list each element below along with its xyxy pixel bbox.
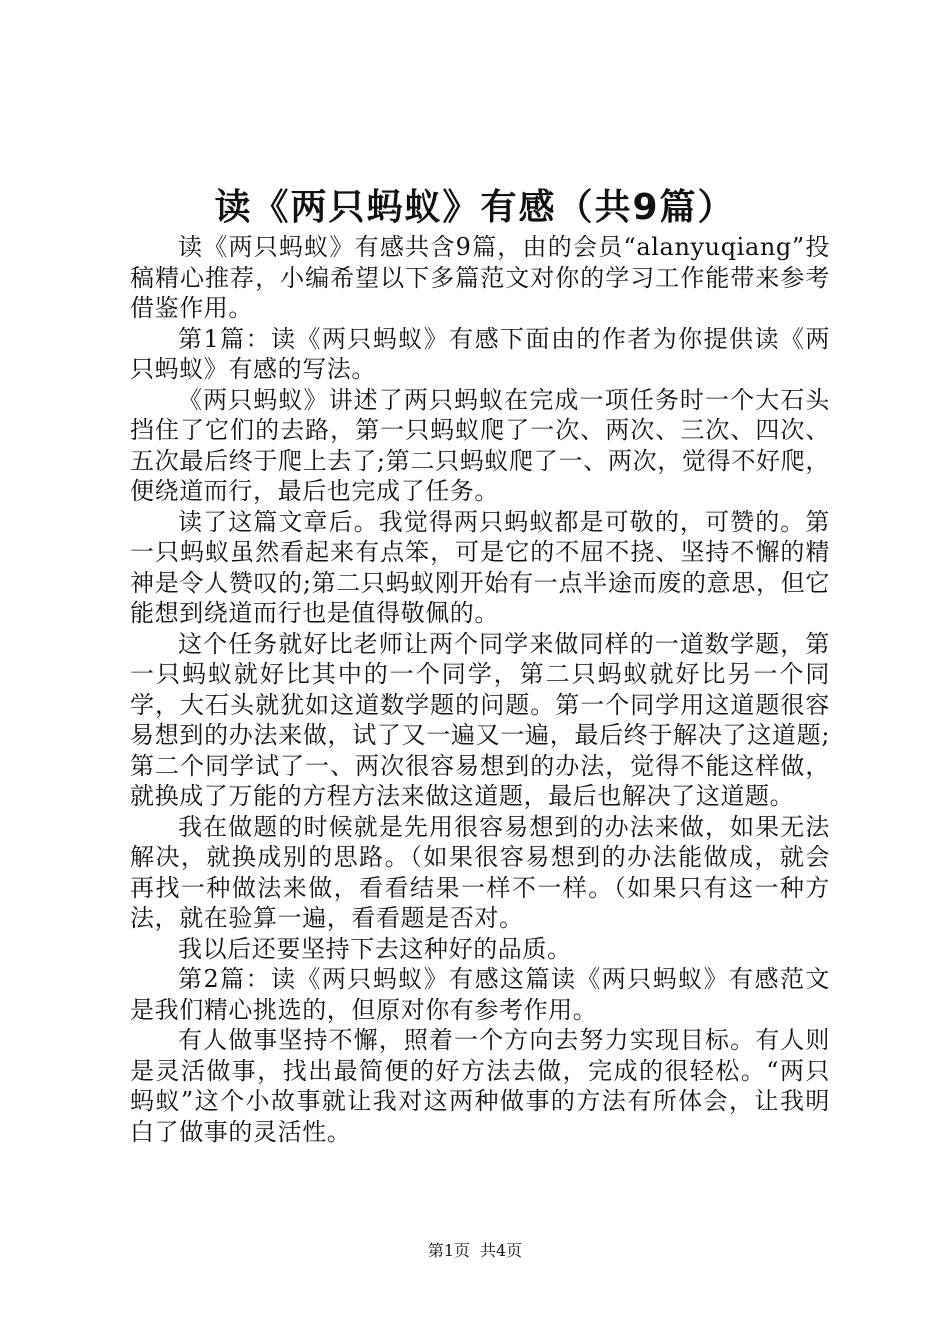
paragraph: 我在做题的时候就是先用很容易想到的办法来做，如果无法解决，就换成别的思路。（如果很容易想到的办法能做成，就会再找一种做法来做，看看结果一样不一样。（如果只有这一种方法，就在验算一遍，看看题是否对。 [130, 812, 830, 932]
paragraph: 《两只蚂蚁》讲述了两只蚂蚁在完成一项任务时一个大石头挡住了它们的去路，第一只蚂蚁爬了一次、两次、三次、四次、五次最后终于爬上去了;第二只蚂蚁爬了一、两次，觉得不好爬，便绕道而行，最后也完成了任务。 [130, 385, 830, 505]
paragraph: 这个任务就好比老师让两个同学来做同样的一道数学题，第一只蚂蚁就好比其中的一个同学，第二只蚂蚁就好比另一个同学，大石头就犹如这道数学题的问题。第一个同学用这道题很容易想到的办法来做，试了又一遍又一遍，最后终于解决了这道题;第二个同学试了一、两次很容易想到的办法，觉得不能这样做，就换成了万能的方程方法来做这道题，最后也解决了这道题。 [130, 629, 830, 810]
paragraph-intro: 读《两只蚂蚁》有感共含9篇，由的会员“alanyuqiang”投稿精心推荐，小编希望以下多篇范文对你的学习工作能带来参考借鉴作用。 [130, 233, 830, 322]
page-footer [0, 1241, 950, 1261]
paragraph: 有人做事坚持不懈，照着一个方向去努力实现目标。有人则是灵活做事，找出最简便的好方法去做，完成的很轻松。“两只蚂蚁”这个小故事就让我对这两种做事的方法有所体会，让我明白了做事的灵活性。 [130, 1026, 830, 1146]
paragraph: 我以后还要坚持下去这种好的品质。 [178, 934, 572, 963]
page-number: 第1页 [427, 1241, 470, 1260]
document-title: 读《两只蚂蚁》有感（共9篇） [214, 187, 736, 228]
document-body [130, 232, 830, 1147]
paragraph-part1-heading: 第1篇：读《两只蚂蚁》有感下面由的作者为你提供读《两只蚂蚁》有感的写法。 [130, 324, 830, 383]
paragraph: 读了这篇文章后。我觉得两只蚂蚁都是可敬的，可赞的。第一只蚂蚁虽然看起来有点笨，可是它的不屈不挠、坚持不懈的精神是令人赞叹的;第二只蚂蚁刚开始有一点半途而废的意思，但它能想到绕道而行也是值得敬佩的。 [130, 507, 830, 627]
page-total: 共4页 [480, 1241, 523, 1260]
paragraph-part2-heading: 第2篇：读《两只蚂蚁》有感这篇读《两只蚂蚁》有感范文是我们精心挑选的，但原对你有参考作用。 [130, 965, 830, 1024]
